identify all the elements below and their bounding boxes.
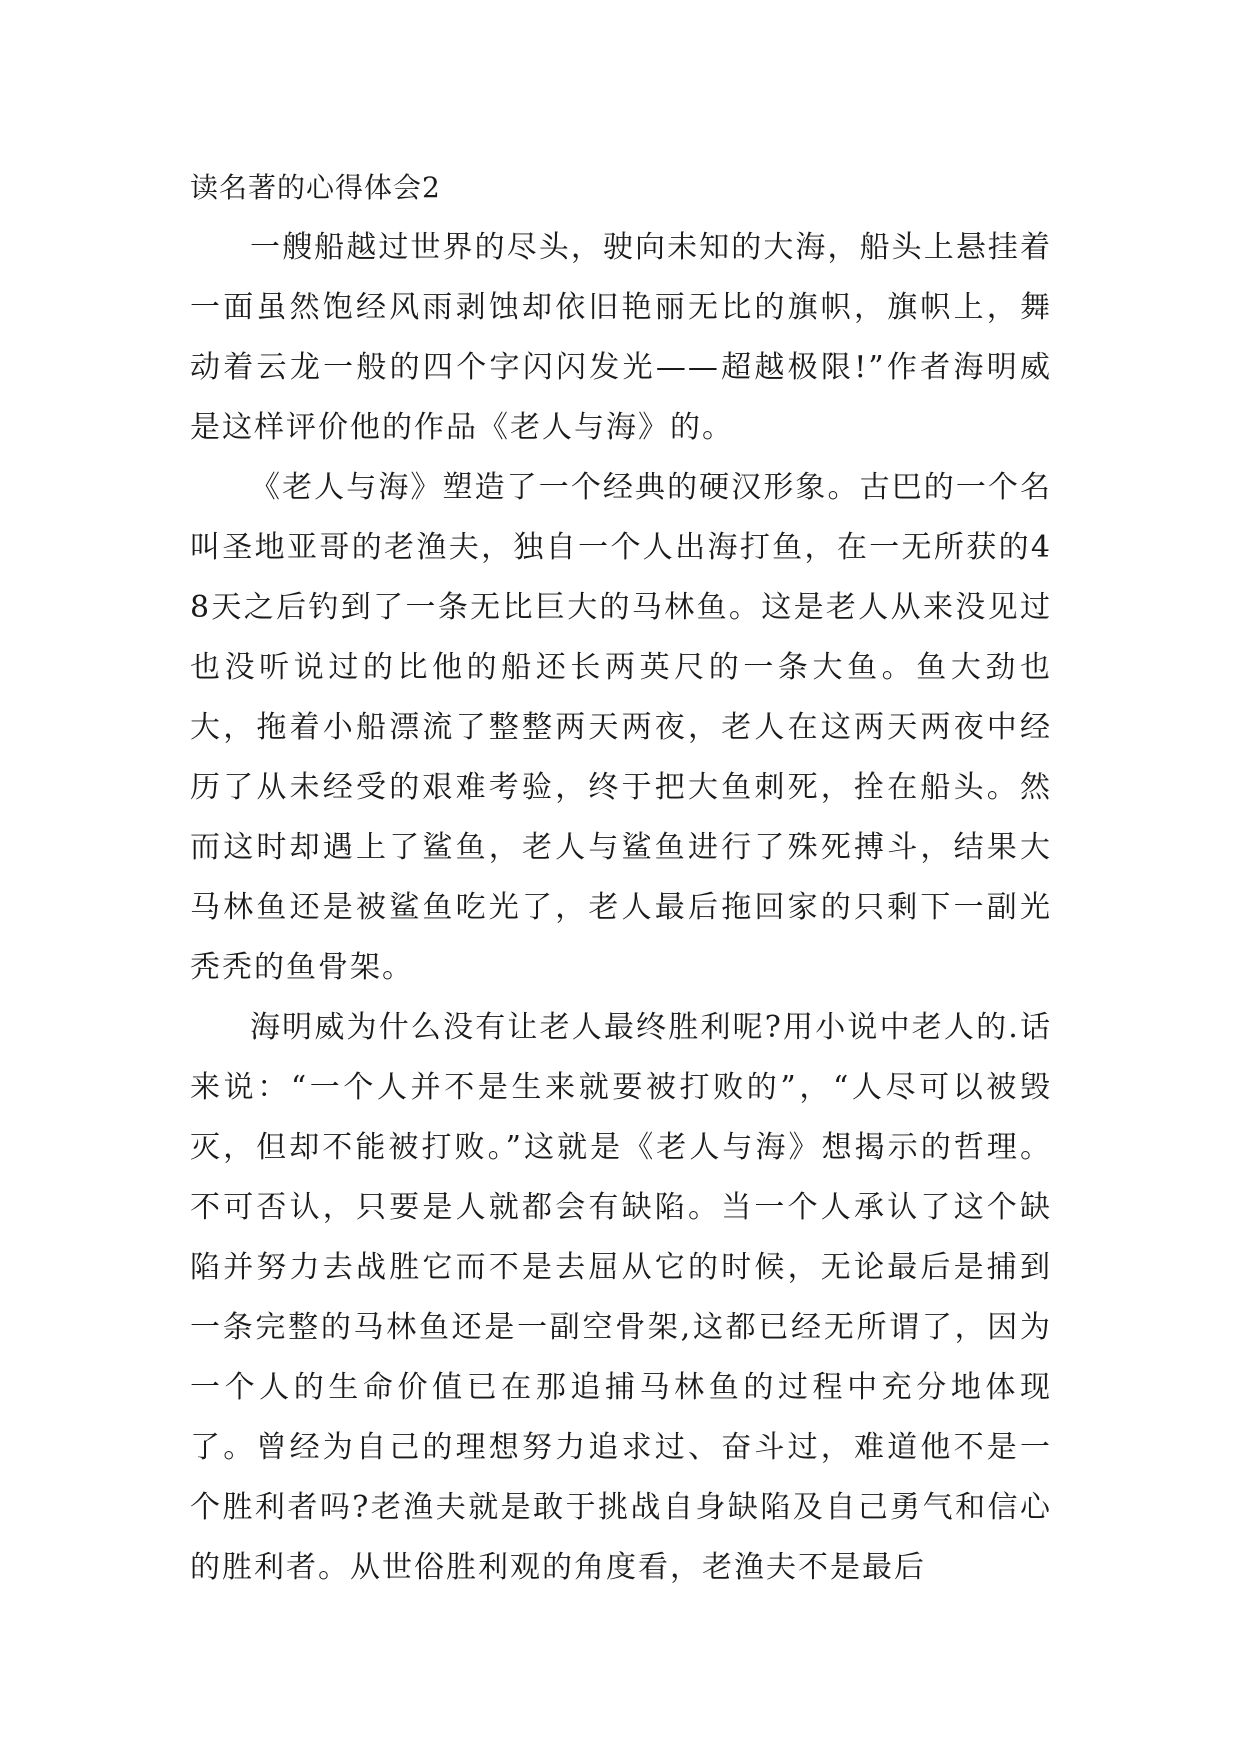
paragraph-2: 《老人与海》塑造了一个经典的硬汉形象。古巴的一个名叫圣地亚哥的老渔夫，独自一个人出海打鱼，在一无所获的48天之后钓到了一条无比巨大的马林鱼。这是老人从来没见过也没听说过的比他的船还长两英尺的一条大鱼。鱼大劲也大，拖着小船漂流了整整两天两夜，老人在这两天两夜中经历了从未经受的艰难考验，终于把大鱼刺死，拴在船头。然而这时却遇上了鲨鱼，老人与鲨鱼进行了殊死搏斗，结果大马林鱼还是被鲨鱼吃光了，老人最后拖回家的只剩下一副光秃秃的鱼骨架。 [190, 470, 1052, 985]
document-title: 读名著的心得体会2 [190, 171, 441, 204]
paragraph-3: 海明威为什么没有让老人最终胜利呢?用小说中老人的.话来说：“一个人并不是生来就要被打败的”，“人尽可以被毁灭，但却不能被打败。”这就是《老人与海》想揭示的哲理。不可否认，只要是人就都会有缺陷。当一个人承认了这个缺陷并努力去战胜它而不是去屈从它的时候，无论最后是捕到一条完整的马林鱼还是一副空骨架,这都已经无所谓了，因为一个人的生命价值已在那追捕马林鱼的过程中充分地体现了。曾经为自己的理想努力追求过、奋斗过，难道他不是一个胜利者吗?老渔夫就是敢于挑战自身缺陷及自己勇气和信心的胜利者。从世俗胜利观的角度看，老渔夫不是最后 [190, 1010, 1052, 1585]
document-body [190, 158, 1052, 1598]
paragraph-1: 一艘船越过世界的尽头，驶向未知的大海，船头上悬挂着一面虽然饱经风雨剥蚀却依旧艳丽无比的旗帜，旗帜上，舞动着云龙一般的四个字闪闪发光——超越极限!”作者海明威是这样评价他的作品《老人与海》的。 [190, 230, 1052, 445]
